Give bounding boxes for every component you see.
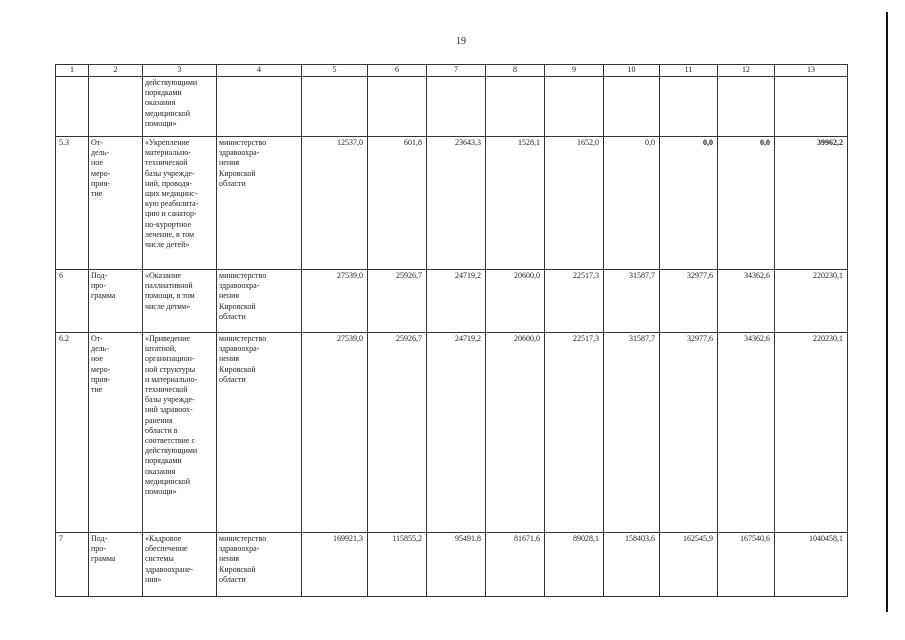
value-cell (545, 77, 604, 137)
cell-line: кую реабилита- (145, 199, 199, 209)
cell-line: ний, проводя- (145, 178, 193, 188)
row-name-cell (143, 533, 217, 597)
row-number-cell: 6.2 (56, 333, 89, 533)
cell-line: нения (219, 158, 240, 168)
value-cell: 34362,6 (718, 333, 775, 533)
value-cell (486, 77, 545, 137)
cell-line: Кировской (219, 168, 256, 178)
value-cell: 20600,0 (486, 333, 545, 533)
cell-line: грамма (91, 291, 116, 301)
row-number-cell: 5.3 (56, 137, 89, 270)
cell-line: здравоохра- (219, 344, 260, 354)
cell-line: тие (91, 189, 103, 199)
col-header: 2 (89, 65, 143, 77)
cell-line: технической (145, 158, 188, 168)
budget-table (55, 64, 848, 597)
col-header: 12 (718, 65, 775, 77)
cell-line: про- (91, 281, 106, 291)
value-cell (660, 77, 718, 137)
col-header: 4 (217, 65, 302, 77)
table-row (56, 533, 848, 597)
cell-line: прия- (91, 178, 110, 188)
cell-line: обеспечение (145, 544, 188, 554)
cell-line: помощи, в том (145, 291, 195, 301)
cell-line: системы (145, 554, 174, 564)
cell-line: технической (145, 385, 188, 395)
cell-line: нения (219, 554, 240, 564)
row-org-cell (217, 333, 302, 533)
row-org-cell (217, 137, 302, 270)
cell-line: области (219, 311, 246, 321)
value-cell (775, 77, 848, 137)
cell-line: области (219, 574, 246, 584)
value-cell: 23643,3 (427, 137, 486, 270)
header-row (56, 65, 848, 77)
cell-line: министерство (219, 138, 267, 147)
value-cell: 22517,3 (545, 333, 604, 533)
row-org-cell (217, 270, 302, 333)
value-cell: 22517,3 (545, 270, 604, 333)
row-number-cell: 7 (56, 533, 89, 597)
col-header: 7 (427, 65, 486, 77)
cell-line: меро- (91, 364, 111, 374)
value-cell (302, 77, 368, 137)
cell-line: штатной, (145, 344, 177, 354)
table-row (56, 137, 848, 270)
row-org-cell (217, 533, 302, 597)
cell-line: и материально- (145, 374, 198, 384)
cell-line: От- (91, 138, 103, 147)
table-row (56, 77, 848, 137)
row-type-cell (89, 77, 143, 137)
cell-line: «Приведение (145, 334, 190, 343)
cell-line: медицинской (145, 476, 191, 486)
value-cell: 167540,6 (718, 533, 775, 597)
cell-line: базы учрежде- (145, 168, 195, 178)
cell-line: действующими (145, 446, 198, 456)
row-type-cell (89, 137, 143, 270)
row-name-cell (143, 77, 217, 137)
cell-line: соответствие с (145, 436, 196, 446)
value-cell (604, 77, 660, 137)
value-cell: 115855,2 (368, 533, 427, 597)
cell-line: ния» (145, 574, 162, 584)
cell-line: Под- (91, 534, 108, 543)
col-header: 10 (604, 65, 660, 77)
col-header: 13 (775, 65, 848, 77)
row-number-cell (56, 77, 89, 137)
cell-line: цию и санатор- (145, 209, 197, 219)
cell-line: «Кадровое (145, 534, 182, 543)
value-cell (427, 77, 486, 137)
value-cell: 1652,0 (545, 137, 604, 270)
value-cell: 169921,3 (302, 533, 368, 597)
cell-line: ной структуры (145, 364, 196, 374)
value-cell: 0,0 (604, 137, 660, 270)
cell-line: «Укрепление (145, 138, 190, 147)
col-header: 11 (660, 65, 718, 77)
row-number-cell: 6 (56, 270, 89, 333)
col-header: 5 (302, 65, 368, 77)
value-cell: 89028,1 (545, 533, 604, 597)
value-cell: 27539,0 (302, 333, 368, 533)
cell-line: помощи» (145, 487, 177, 497)
cell-line: дель- (91, 344, 109, 354)
value-cell: 39962,2 (775, 137, 848, 270)
cell-line: оказания (145, 466, 176, 476)
cell-line: нения (219, 291, 240, 301)
col-header: 1 (56, 65, 89, 77)
cell-line: От- (91, 334, 103, 343)
value-cell: 25926,7 (368, 333, 427, 533)
cell-line: области (219, 374, 246, 384)
cell-line: нения (219, 354, 240, 364)
value-cell: 158403,6 (604, 533, 660, 597)
cell-line: министерство (219, 534, 267, 543)
col-header: 9 (545, 65, 604, 77)
cell-line: медицинской (145, 108, 191, 118)
value-cell: 34362,6 (718, 270, 775, 333)
cell-line: Кировской (219, 564, 256, 574)
cell-line: меро- (91, 168, 111, 178)
value-cell: 601,8 (368, 137, 427, 270)
value-cell: 81671,6 (486, 533, 545, 597)
cell-line: помощи» (145, 118, 177, 128)
cell-line: про- (91, 544, 106, 554)
cell-line: ное (91, 158, 103, 168)
row-type-cell (89, 270, 143, 333)
value-cell: 27539,0 (302, 270, 368, 333)
row-name-cell (143, 270, 217, 333)
value-cell: 162545,9 (660, 533, 718, 597)
cell-line: ранения (145, 415, 173, 425)
cell-line: числе детям» (145, 301, 191, 311)
cell-line: министерство (219, 271, 267, 280)
cell-line: «Оказание (145, 271, 181, 280)
value-cell: 25926,7 (368, 270, 427, 333)
cell-line: базы учрежде- (145, 395, 195, 405)
cell-line: но-курортное (145, 219, 192, 229)
cell-line: здравоохране- (145, 564, 194, 574)
cell-line: грамма (91, 554, 116, 564)
cell-line: оказания (145, 98, 176, 108)
cell-line: здравоохра- (219, 281, 260, 291)
cell-line: ний здравоох- (145, 405, 193, 415)
page-number: 19 (456, 36, 466, 47)
scan-edge-line (886, 12, 888, 612)
table-row (56, 270, 848, 333)
cell-line: области в (145, 425, 178, 435)
value-cell: 220230,1 (775, 333, 848, 533)
cell-line: материально- (145, 148, 191, 158)
cell-line: щих медицинс- (145, 189, 198, 199)
value-cell: 0,0 (718, 137, 775, 270)
value-cell: 31587,7 (604, 333, 660, 533)
value-cell: 0,0 (660, 137, 718, 270)
cell-line: Кировской (219, 364, 256, 374)
value-cell (368, 77, 427, 137)
cell-line: тие (91, 385, 103, 395)
cell-line: порядками (145, 456, 182, 466)
value-cell: 1528,1 (486, 137, 545, 270)
cell-line: действующими (145, 78, 198, 87)
cell-line: лечение, в том (145, 229, 195, 239)
value-cell: 1040458,1 (775, 533, 848, 597)
col-header: 8 (486, 65, 545, 77)
row-type-cell (89, 533, 143, 597)
row-org-cell (217, 77, 302, 137)
value-cell: 220230,1 (775, 270, 848, 333)
value-cell: 24719,2 (427, 270, 486, 333)
value-cell: 32977,6 (660, 270, 718, 333)
row-name-cell (143, 137, 217, 270)
row-type-cell (89, 333, 143, 533)
row-name-cell (143, 333, 217, 533)
value-cell: 20600,0 (486, 270, 545, 333)
cell-line: министерство (219, 334, 267, 343)
cell-line: паллиативной (145, 281, 193, 291)
cell-line: ное (91, 354, 103, 364)
cell-line: Под- (91, 271, 108, 280)
col-header: 6 (368, 65, 427, 77)
value-cell: 95491,8 (427, 533, 486, 597)
cell-line: здравоохра- (219, 544, 260, 554)
cell-line: числе детей» (145, 240, 190, 250)
value-cell (718, 77, 775, 137)
cell-line: здравоохра- (219, 148, 260, 158)
table-row (56, 333, 848, 533)
value-cell: 12537,0 (302, 137, 368, 270)
col-header: 3 (143, 65, 217, 77)
cell-line: организацион- (145, 354, 195, 364)
value-cell: 32977,6 (660, 333, 718, 533)
cell-line: порядками (145, 88, 182, 98)
cell-line: прия- (91, 374, 110, 384)
cell-line: Кировской (219, 301, 256, 311)
value-cell: 31587,7 (604, 270, 660, 333)
value-cell: 24719,2 (427, 333, 486, 533)
cell-line: дель- (91, 148, 109, 158)
cell-line: области (219, 178, 246, 188)
